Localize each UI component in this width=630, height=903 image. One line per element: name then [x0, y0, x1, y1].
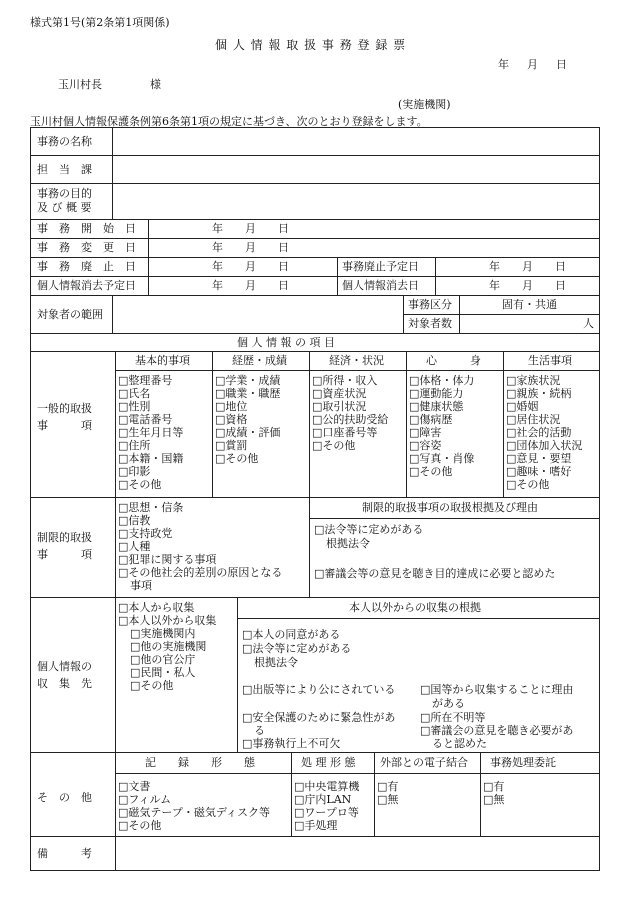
- row-start: [31, 220, 599, 239]
- checkbox-item[interactable]: □ 運動能力: [409, 387, 474, 400]
- header-record-form: 記 録 形 態: [145, 756, 255, 769]
- checkbox-item[interactable]: □ 体格・体力: [409, 374, 474, 387]
- checkbox-item[interactable]: □ 住所: [118, 439, 183, 452]
- checkbox-item[interactable]: □ 社会的活動: [506, 426, 582, 439]
- label-end-plan: 事務廃止予定日: [342, 260, 419, 273]
- end-plan-date[interactable]: 年 月 日: [489, 260, 566, 273]
- addressee: 玉川村長: [58, 78, 102, 91]
- checkbox-item[interactable]: □ 有: [377, 780, 398, 793]
- checkbox-item[interactable]: □ フィルム: [118, 793, 270, 806]
- kubun-value[interactable]: 固有・共通: [502, 298, 557, 311]
- career-list: [215, 374, 280, 465]
- checkbox-item[interactable]: □ 成績・評価: [215, 426, 280, 439]
- row-erase: [31, 277, 599, 296]
- checkbox-item[interactable]: □ 容姿: [409, 439, 474, 452]
- checkbox-item[interactable]: □ 居住状況: [506, 413, 582, 426]
- date-line: 年 月 日: [498, 58, 567, 71]
- change-date[interactable]: 年 月 日: [212, 241, 289, 254]
- checkbox-item[interactable]: □ その他: [118, 478, 183, 491]
- checkbox-item[interactable]: □ 信教: [118, 514, 282, 527]
- checkbox-publish[interactable]: □ 出版等により公にされている: [242, 683, 395, 697]
- label-purpose-1: 事務の目的: [37, 187, 92, 200]
- label-name: 事務の名称: [37, 135, 92, 148]
- life-list: [506, 374, 582, 491]
- checkbox-item[interactable]: □ 磁気テープ・磁気ディスク等: [118, 806, 270, 819]
- checkbox-collect-law[interactable]: □ 法令等に定めがある: [242, 642, 351, 656]
- page-title: 個 人 情 報 取 扱 事 務 登 録 票: [215, 38, 407, 52]
- checkbox-item[interactable]: □ 意見・要望: [506, 452, 582, 465]
- checkbox-item[interactable]: □ 思想・信条: [118, 501, 282, 514]
- checkbox-item[interactable]: □ 他の実施機関: [118, 640, 216, 653]
- checkbox-item[interactable]: □ 公的扶助受給: [312, 413, 388, 426]
- basic-list: [118, 374, 183, 491]
- count-unit: 人: [583, 317, 594, 330]
- checkbox-item[interactable]: □ 氏名: [118, 387, 183, 400]
- checkbox-item[interactable]: □ その他社会的差別の原因となる: [118, 566, 282, 579]
- commission-list: [483, 780, 504, 806]
- council-cont: ると認めた: [432, 737, 487, 750]
- category-life: 生活事項: [528, 354, 572, 367]
- checkbox-item[interactable]: □ 取引状況: [312, 400, 388, 413]
- label-count: 対象者数: [408, 317, 452, 330]
- label-collect-2: 収 集 先: [37, 677, 92, 690]
- checkbox-item[interactable]: □ 他の官公庁: [118, 653, 216, 666]
- row-general: [31, 352, 599, 498]
- checkbox-item[interactable]: □ その他: [409, 465, 474, 478]
- checkbox-item[interactable]: □ 資格: [215, 413, 280, 426]
- erase-plan-date[interactable]: 年 月 日: [212, 279, 289, 292]
- checkbox-item[interactable]: □ 傷病歴: [409, 413, 474, 426]
- checkbox-item[interactable]: □ 印影: [118, 465, 183, 478]
- checkbox-item[interactable]: □ 障害: [409, 426, 474, 439]
- checkbox-item[interactable]: □ 実施機関内: [118, 627, 216, 640]
- label-end: 事 務 廃 止 日: [37, 260, 136, 273]
- restricted-item-cont: 事項: [130, 579, 152, 592]
- checkbox-item[interactable]: □ 婚姻: [506, 400, 582, 413]
- checkbox-item[interactable]: □ 生年月日等: [118, 426, 183, 439]
- label-general-2: 事 項: [37, 419, 92, 432]
- category-basic: 基本的事項: [135, 354, 190, 367]
- checkbox-consent[interactable]: □ 本人の同意がある: [242, 628, 340, 642]
- checkbox-item[interactable]: □ 無: [483, 793, 504, 806]
- charge-field[interactable]: [113, 156, 599, 183]
- checkbox-item[interactable]: □ 人種: [118, 540, 282, 553]
- national-cont: がある: [432, 697, 465, 710]
- label-erase: 個人情報消去日: [342, 279, 419, 292]
- checkbox-item[interactable]: □ 手処理: [294, 819, 359, 832]
- registration-form-table: [30, 127, 600, 871]
- checkbox-item[interactable]: □ 有: [483, 780, 504, 793]
- checkbox-item[interactable]: □ 電話番号: [118, 413, 183, 426]
- checkbox-item[interactable]: □ 庁内LAN: [294, 793, 359, 806]
- checkbox-item[interactable]: □ 家族状況: [506, 374, 582, 387]
- checkbox-item[interactable]: □ 本籍・国籍: [118, 452, 183, 465]
- row-change: [31, 239, 599, 258]
- safety-cont: る: [254, 724, 265, 737]
- erase-date[interactable]: 年 月 日: [489, 279, 566, 292]
- row-name: [31, 128, 599, 156]
- addressee-suffix: 様: [150, 78, 161, 91]
- checkbox-council[interactable]: □ 審議会等の意見を聴き目的達成に必要と認めた: [314, 567, 555, 581]
- collect-law-name-label: 根拠法令: [254, 656, 298, 669]
- category-career: 経歴・成績: [232, 354, 287, 367]
- body-list: [409, 374, 474, 478]
- checkbox-item[interactable]: □ 口座番号等: [312, 426, 388, 439]
- remarks-field[interactable]: [116, 837, 599, 870]
- row-remarks: [31, 837, 599, 870]
- header-connect: 外部との電子結合: [380, 756, 468, 769]
- checkbox-item[interactable]: □ その他: [215, 452, 280, 465]
- category-body: 心 身: [426, 354, 481, 367]
- label-remarks: 備 考: [37, 847, 92, 860]
- checkbox-item[interactable]: □ 趣味・嗜好: [506, 465, 582, 478]
- items-header: 個 人 情 報 の 項 目: [237, 336, 335, 349]
- checkbox-item[interactable]: □ 団体加入状況: [506, 439, 582, 452]
- row-end: [31, 258, 599, 277]
- collect-basis-header: 本人以外からの収集の根拠: [349, 601, 481, 614]
- checkbox-item[interactable]: □ 整理番号: [118, 374, 183, 387]
- name-field[interactable]: [113, 128, 599, 155]
- checkbox-item[interactable]: □ 写真・肖像: [409, 452, 474, 465]
- checkbox-item[interactable]: □ 文書: [118, 780, 270, 793]
- checkbox-item[interactable]: □ 親族・続柄: [506, 387, 582, 400]
- form-number: 様式第1号(第2条第1項関係): [30, 16, 170, 29]
- label-restricted-1: 制限的取扱: [37, 531, 92, 544]
- checkbox-item[interactable]: □ 健康状態: [409, 400, 474, 413]
- row-scope: [31, 296, 599, 334]
- row-restricted: [31, 498, 599, 598]
- label-change: 事 務 変 更 日: [37, 241, 136, 254]
- row-other: [31, 753, 599, 837]
- checkbox-item[interactable]: □ その他: [118, 819, 270, 832]
- process-form-list: [294, 780, 359, 832]
- collect-source-list: [118, 601, 216, 692]
- start-date[interactable]: 年 月 日: [212, 222, 289, 235]
- restricted-list: [118, 501, 282, 592]
- category-economy: 経済・状況: [329, 354, 384, 367]
- checkbox-item[interactable]: □ 民間・私人: [118, 666, 216, 679]
- checkbox-item[interactable]: □ 所得・収入: [312, 374, 388, 387]
- header-commission: 事務処理委託: [490, 756, 556, 769]
- connect-list: [377, 780, 398, 806]
- row-charge: [31, 156, 599, 184]
- row-items-header: [31, 334, 599, 352]
- checkbox-national[interactable]: □ 国等から収集することに理由: [420, 683, 573, 697]
- intro-text: 玉川村個人情報保護条例第6条第1項の規定に基づき、次のとおり登録をします。: [30, 115, 428, 128]
- label-charge: 担 当 課: [37, 163, 92, 176]
- record-form-list: [118, 780, 270, 832]
- checkbox-council-collect[interactable]: □ 審議会の意見を聴き必要があ: [420, 724, 573, 738]
- label-kubun: 事務区分: [408, 298, 452, 311]
- label-general-1: 一般的取扱: [37, 402, 92, 415]
- checkbox-item[interactable]: □ 無: [377, 793, 398, 806]
- label-start: 事 務 開 始 日: [37, 222, 136, 235]
- row-collection: [31, 598, 599, 753]
- checkbox-item[interactable]: □ 犯罪に関する事項: [118, 553, 282, 566]
- checkbox-item[interactable]: □ その他: [312, 439, 388, 452]
- checkbox-law[interactable]: □ 法令等に定めがある: [314, 523, 423, 537]
- label-scope: 対象者の範囲: [37, 308, 103, 321]
- checkbox-item[interactable]: □ 支持政党: [118, 527, 282, 540]
- label-other: そ の 他: [37, 791, 92, 804]
- checkbox-item[interactable]: □ 本人から収集: [118, 601, 216, 614]
- label-erase-plan: 個人情報消去予定日: [37, 279, 136, 292]
- checkbox-item[interactable]: □ 学業・成績: [215, 374, 280, 387]
- checkbox-unknown[interactable]: □ 所在不明等: [420, 711, 485, 725]
- checkbox-item[interactable]: □ 性別: [118, 400, 183, 413]
- label-collect-1: 個人情報の: [37, 660, 92, 673]
- checkbox-item[interactable]: □ その他: [118, 679, 216, 692]
- label-purpose-2: 及 び 概 要: [37, 201, 92, 214]
- checkbox-item[interactable]: □ 本人以外から収集: [118, 614, 216, 627]
- economy-list: [312, 374, 388, 452]
- label-restricted-2: 事 項: [37, 548, 92, 561]
- restricted-basis-header: 制限的取扱事項の取扱根拠及び理由: [362, 501, 538, 514]
- row-purpose: [31, 184, 599, 220]
- header-process-form: 処 理 形 態: [301, 756, 356, 769]
- checkbox-hindrance[interactable]: □ 事務執行上不可欠: [242, 737, 340, 751]
- checkbox-item[interactable]: □ 賞罰: [215, 439, 280, 452]
- checkbox-item[interactable]: □ ワープロ等: [294, 806, 359, 819]
- law-name-label: 根拠法令: [326, 537, 370, 550]
- agency-label: (実施機関): [398, 98, 451, 111]
- checkbox-item[interactable]: □ 地位: [215, 400, 280, 413]
- checkbox-item[interactable]: □ 中央電算機: [294, 780, 359, 793]
- checkbox-item[interactable]: □ 職業・職歴: [215, 387, 280, 400]
- checkbox-item[interactable]: □ その他: [506, 478, 582, 491]
- end-date[interactable]: 年 月 日: [212, 260, 289, 273]
- checkbox-item[interactable]: □ 資産状況: [312, 387, 388, 400]
- purpose-field[interactable]: [113, 184, 599, 219]
- checkbox-safety[interactable]: □ 安全保護のために緊急性があ: [242, 711, 395, 725]
